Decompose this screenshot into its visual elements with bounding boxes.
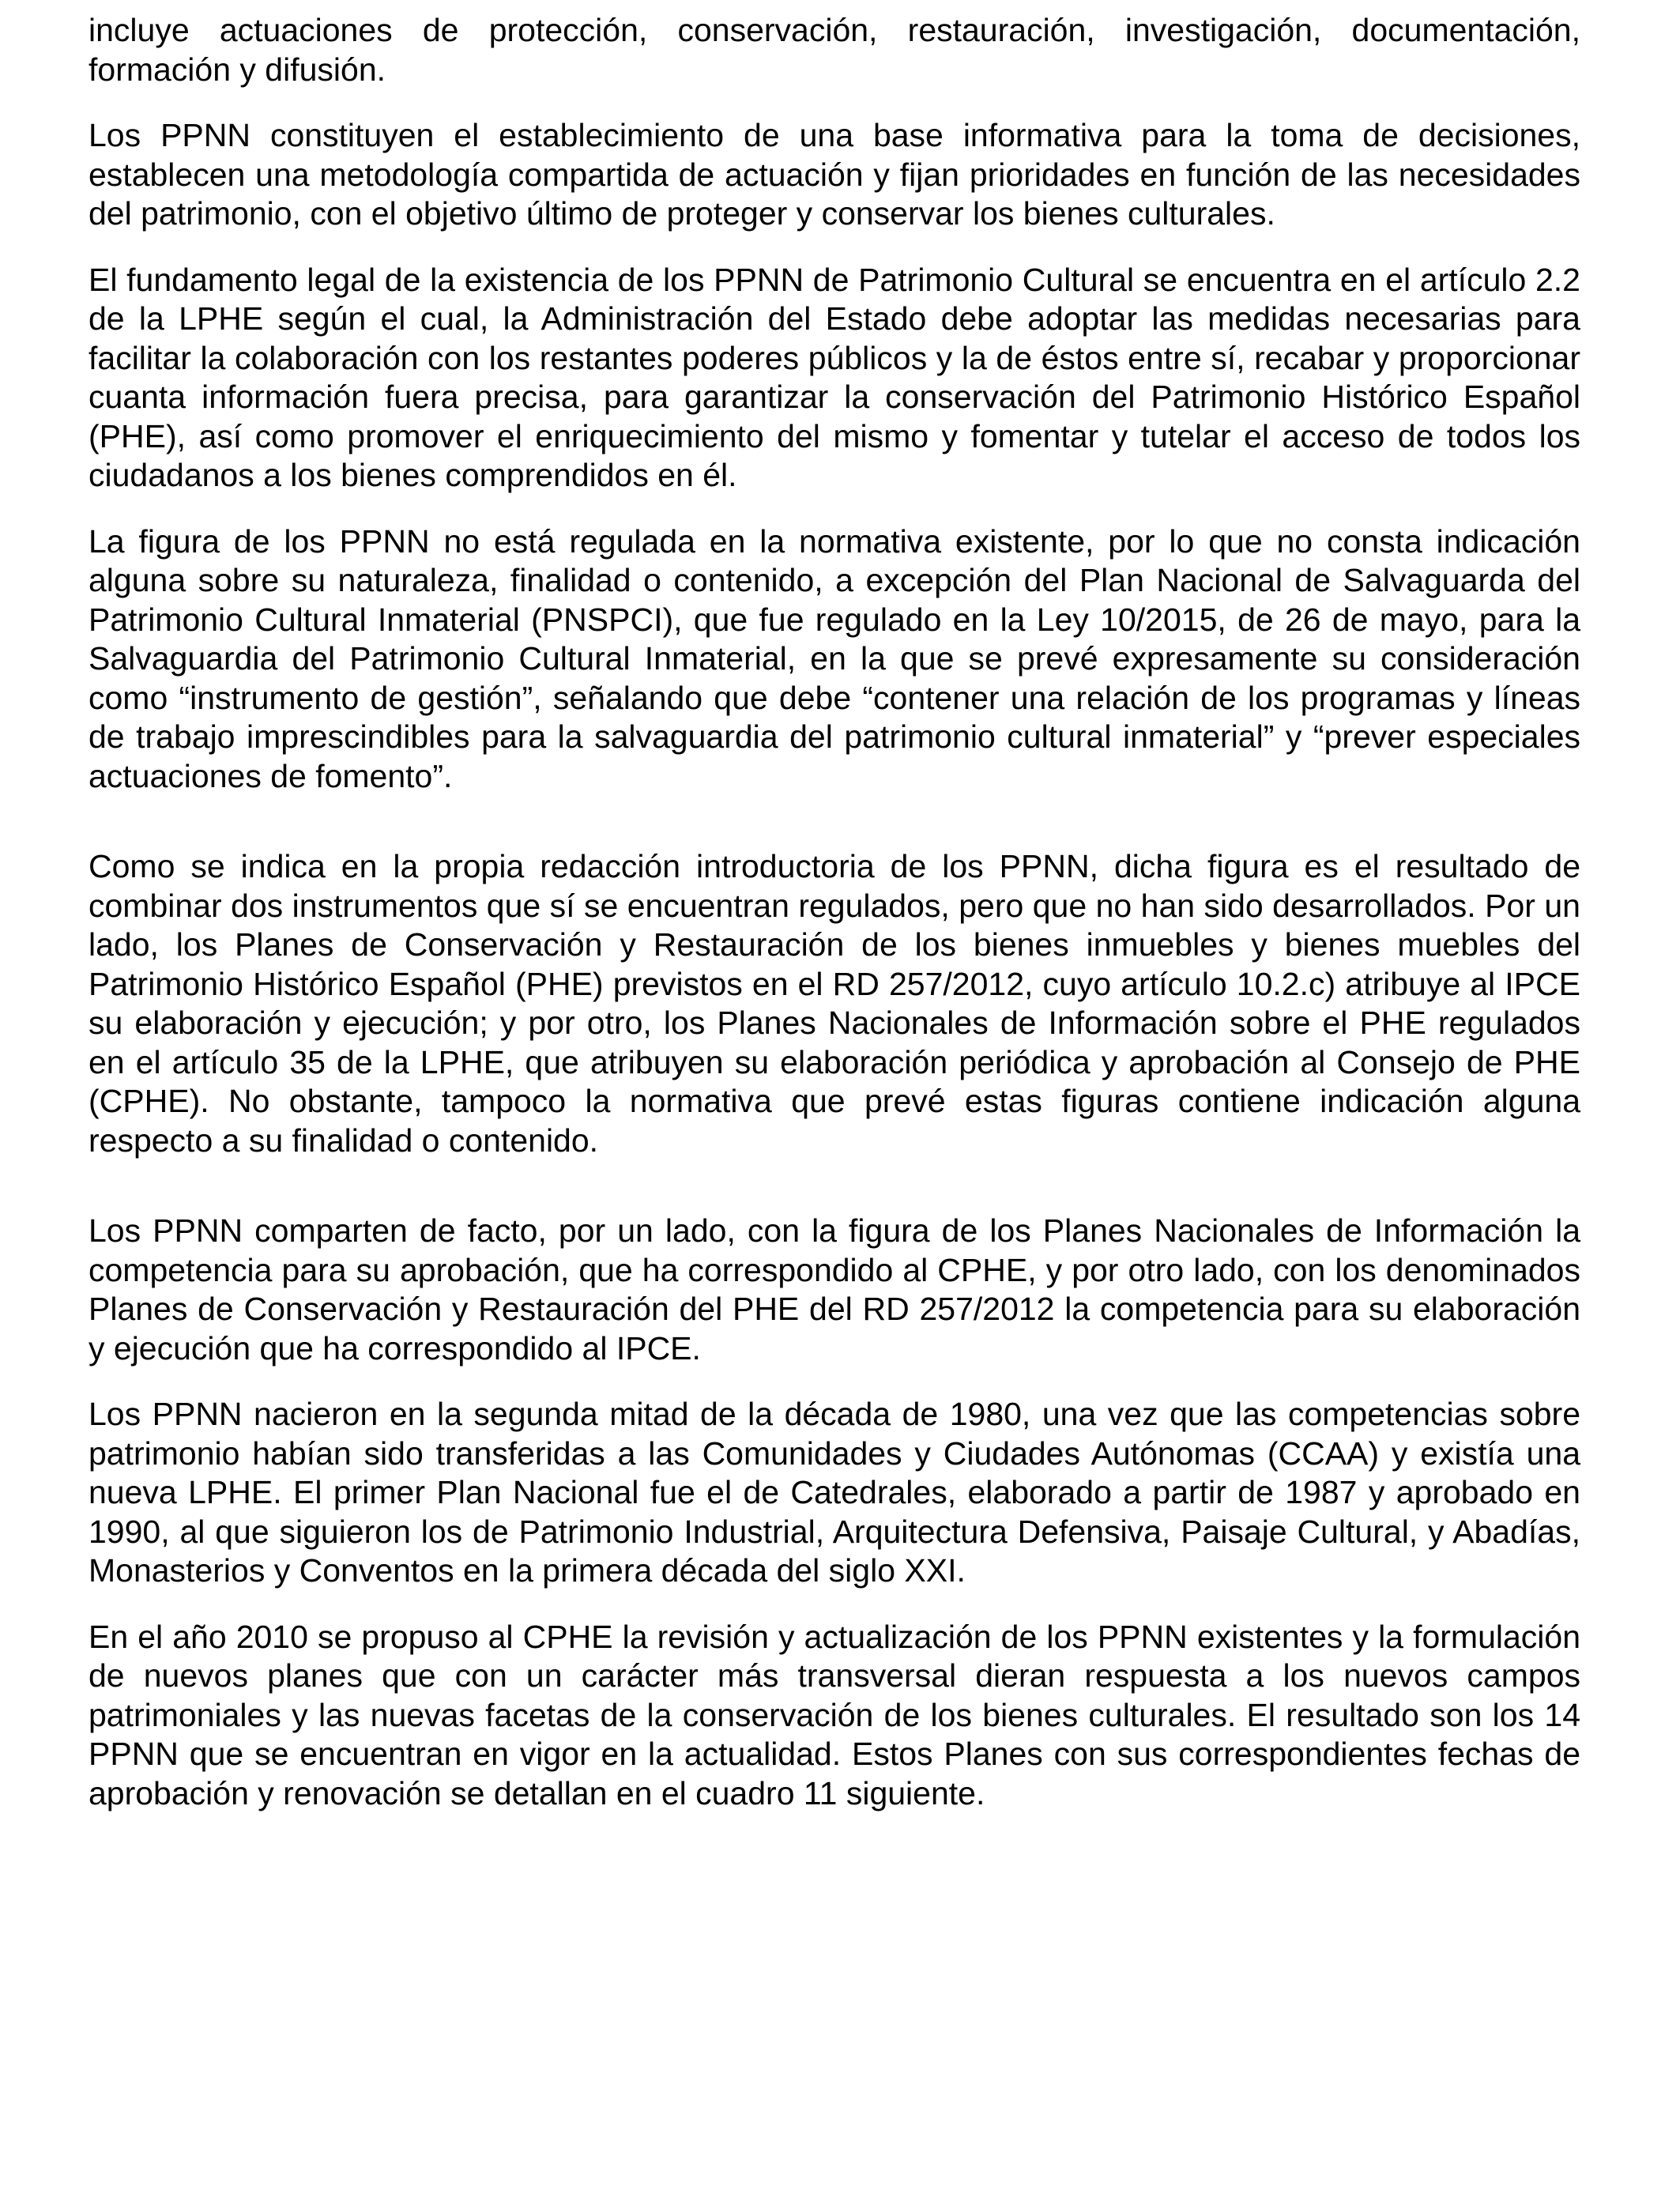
paragraph-7: Los PPNN nacieron en la segunda mitad de la década de 1980, una vez que las competencias sobre patrimonio habían sido transferidas a las Comunidades y Ciudades Autónomas (CCAA) y existía una nueva LPHE. El primer Plan Nacional fue el de Catedrales, elaborado a partir de 1987 y aprobado en 1990, al que siguieron los de Patrimonio Industrial, Arquitectura Defensiva, Paisaje Cultural, y Abadías, Monasterios y Conventos en la primera década del siglo XXI. bbox=[89, 1396, 1580, 1589]
paragraph-5: Como se indica en la propia redacción introductoria de los PPNN, dicha figura es el resultado de combinar dos instrumentos que sí se encuentran regulados, pero que no han sido desarrollados. Por un lado, los Planes de Conservación y Restauración de los bienes inmuebles y bienes muebles del Patrimonio Histórico Español (PHE) previstos en el RD 257/2012, cuyo artículo 10.2.c) atribuye al IPCE su elaboración y ejecución; y por otro, los Planes Nacionales de Información sobre el PHE regulados en el artículo 35 de la LPHE, que atribuyen su elaboración periódica y aprobación al Consejo de PHE (CPHE). No obstante, tampoco la normativa que prevé estas figuras contiene indicación alguna respecto a su finalidad o contenido. bbox=[89, 848, 1580, 1159]
paragraph-8: En el año 2010 se propuso al CPHE la revisión y actualización de los PPNN existentes y la formulación de nuevos planes que con un carácter más transversal dieran respuesta a los nuevos campos patrimoniales y las nuevas facetas de la conservación de los bienes culturales. El resultado son los 14 PPNN que se encuentran en vigor en la actualidad. Estos Planes con sus correspondientes fechas de aprobación y renovación se detallan en el cuadro 11 siguiente. bbox=[89, 1618, 1580, 1811]
paragraph-1: incluye actuaciones de protección, conservación, restauración, investigación, documentación, formación y difusión. bbox=[89, 12, 1580, 88]
paragraph-3: El fundamento legal de la existencia de los PPNN de Patrimonio Cultural se encuentra en el artículo 2.2 de la LPHE según el cual, la Administración del Estado debe adoptar las medidas necesarias para facilitar la colaboración con los restantes poderes públicos y la de éstos entre sí, recabar y proporcionar cuanta información fuera precisa, para garantizar la conservación del Patrimonio Histórico Español (PHE), así como promover el enriquecimiento del mismo y fomentar y tutelar el acceso de todos los ciudadanos a los bienes comprendidos en él. bbox=[89, 261, 1580, 493]
paragraph-4: La figura de los PPNN no está regulada en la normativa existente, por lo que no consta indicación alguna sobre su naturaleza, finalidad o contenido, a excepción del Plan Nacional de Salvaguarda del Patrimonio Cultural Inmaterial (PNSPCI), que fue regulado en la Ley 10/2015, de 26 de mayo, para la Salvaguardia del Patrimonio Cultural Inmaterial, en la que se prevé expresamente su consideración como “instrumento de gestión”, señalando que debe “contener una relación de los programas y líneas de trabajo imprescindibles para la salvaguardia del patrimonio cultural inmaterial” y “prever especiales actuaciones de fomento”. bbox=[89, 522, 1580, 794]
paragraph-2: Los PPNN constituyen el establecimiento de una base informativa para la toma de decisiones, establecen una metodología compartida de actuación y fijan prioridades en función de las necesidades del patrimonio, con el objetivo último de proteger y conservar los bienes culturales. bbox=[89, 117, 1580, 232]
document-page bbox=[89, 11, 1580, 1813]
paragraph-6: Los PPNN comparten de facto, por un lado, con la figura de los Planes Nacionales de Información la competencia para su aprobación, que ha correspondido al CPHE, y por otro lado, con los denominados Planes de Conservación y Restauración del PHE del RD 257/2012 la competencia para su elaboración y ejecución que ha correspondido al IPCE. bbox=[89, 1212, 1580, 1367]
